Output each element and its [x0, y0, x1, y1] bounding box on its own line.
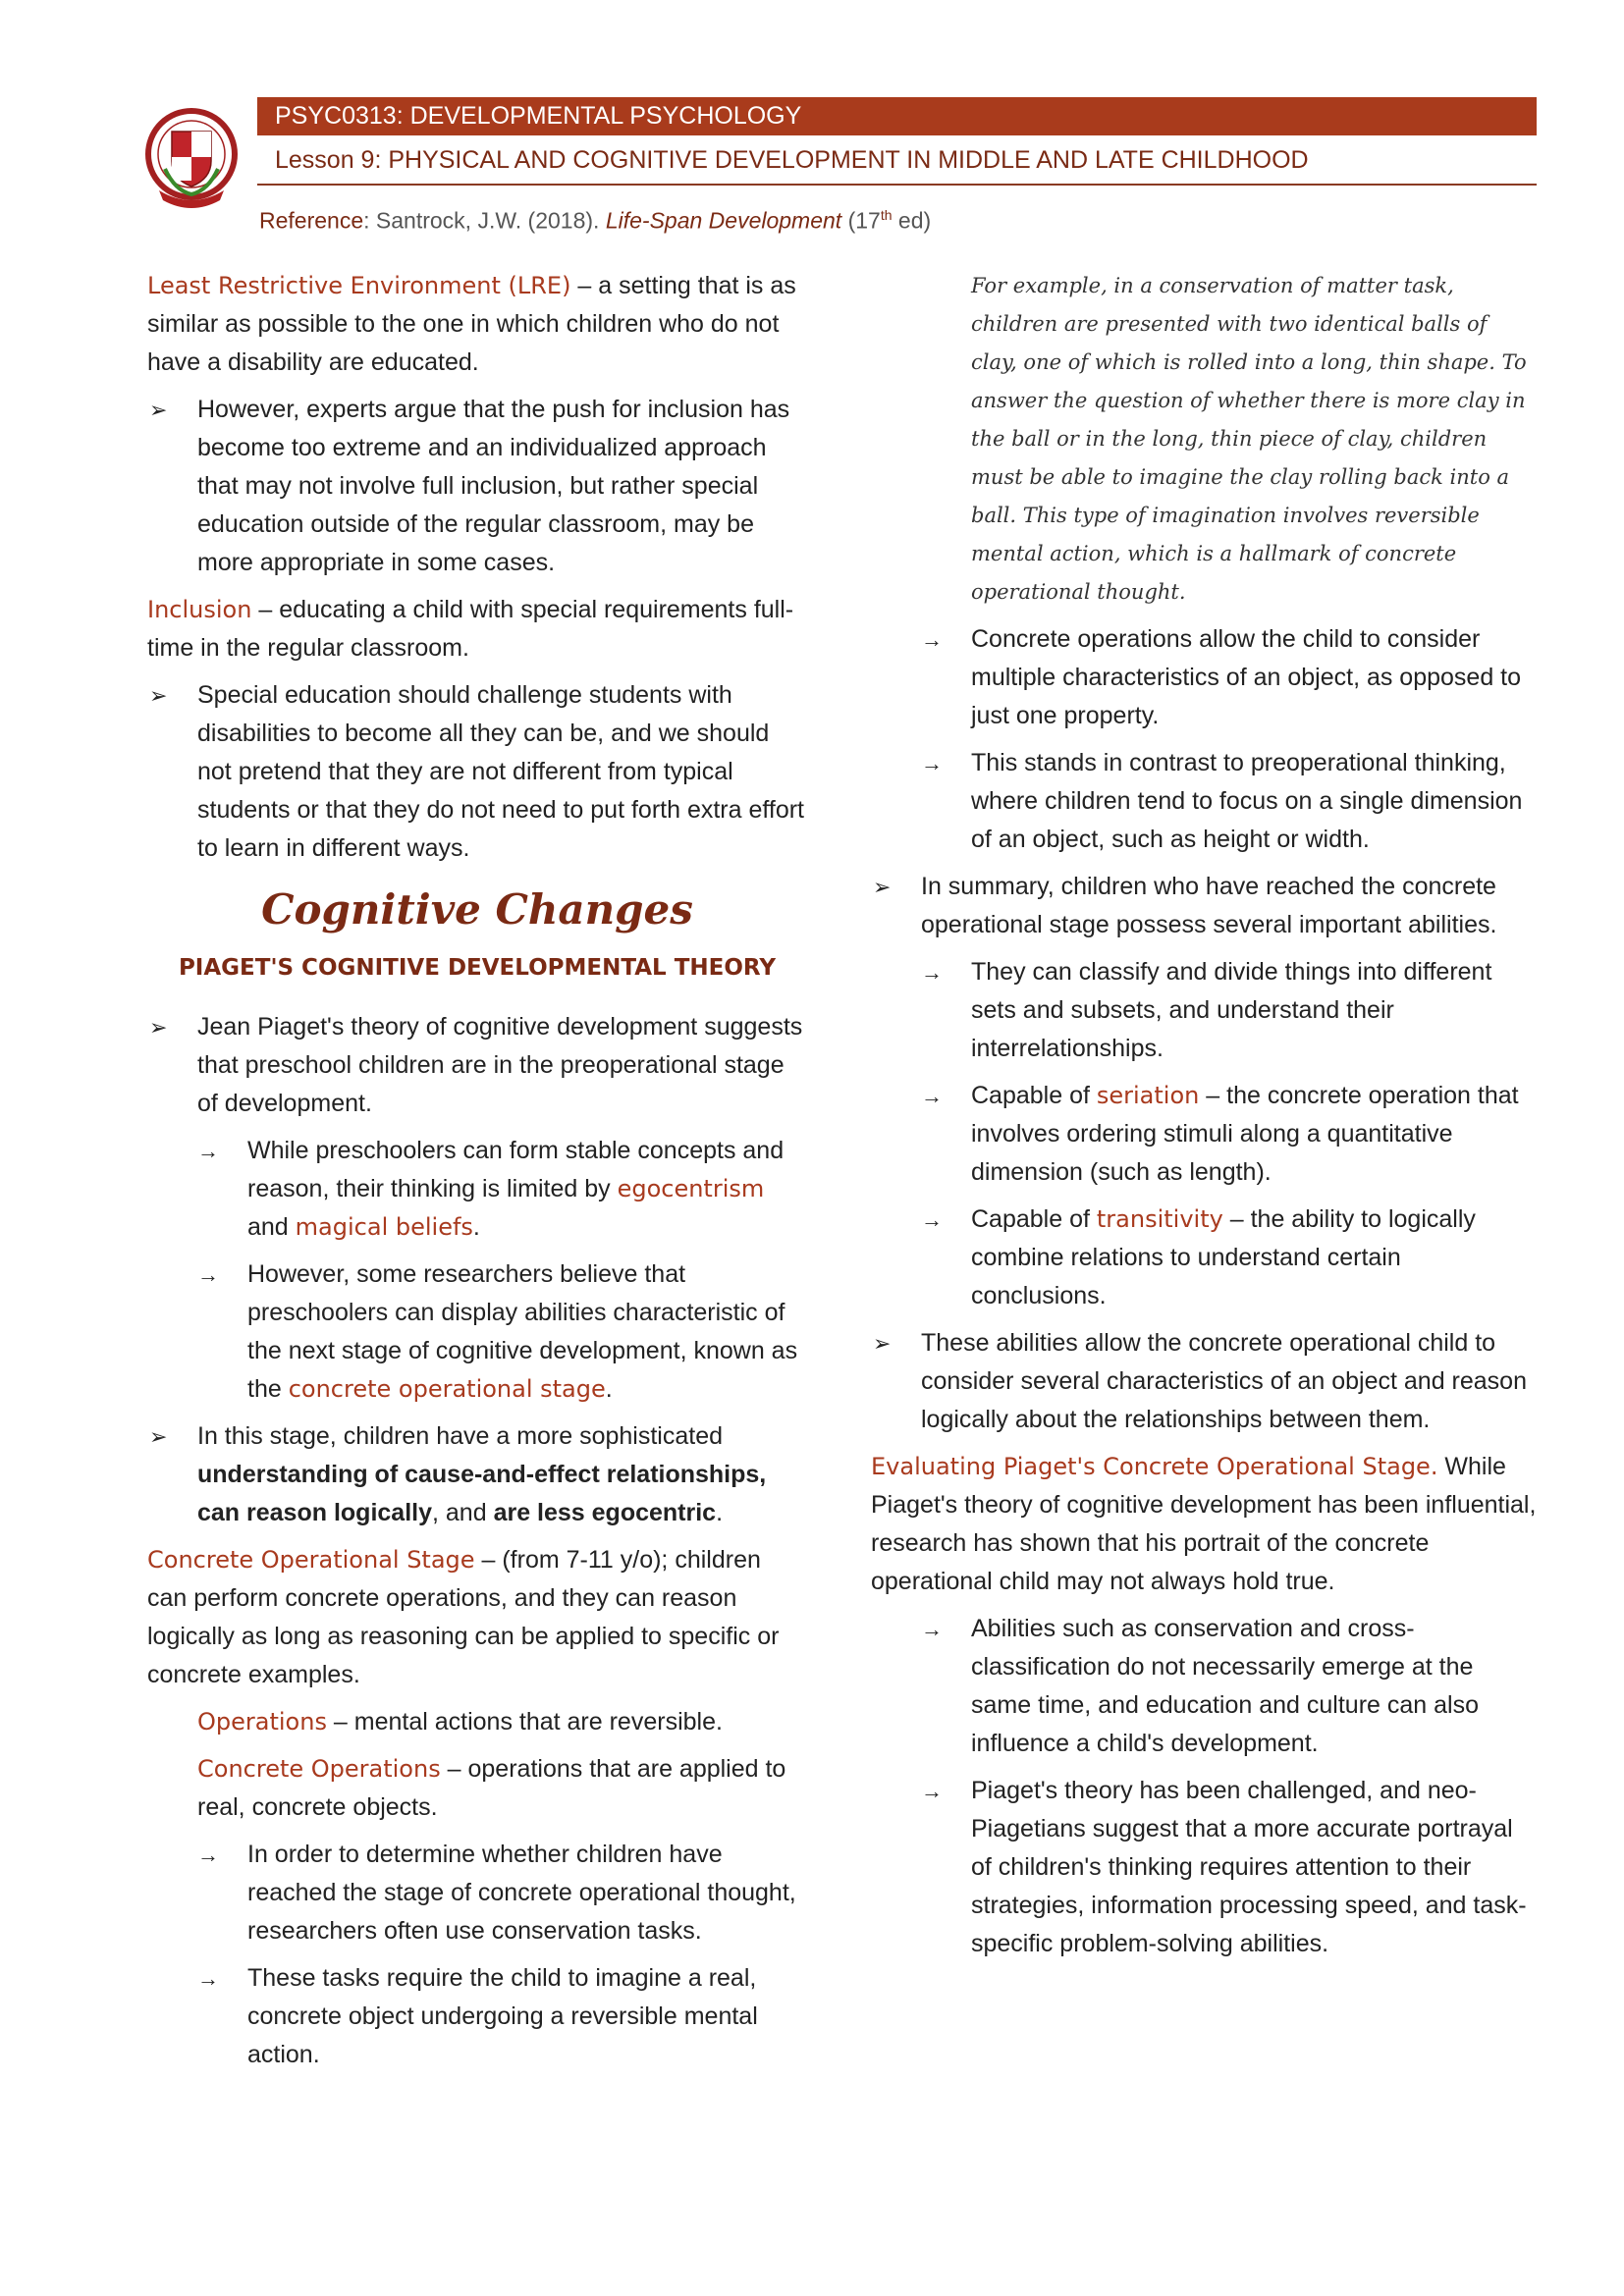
key-term: concrete operational stage — [288, 1375, 606, 1403]
body-text: , and — [432, 1499, 494, 1526]
arrow-paragraph — [871, 744, 1539, 859]
key-term: Concrete Operations — [197, 1755, 441, 1783]
key-term: Concrete Operational Stage — [147, 1546, 475, 1574]
key-term: Inclusion — [147, 596, 252, 623]
key-term: magical beliefs — [295, 1213, 473, 1241]
bullet-paragraph — [147, 1008, 807, 1123]
body-text: – operations that are applied to real, concrete objects. — [197, 1755, 786, 1821]
reference-book: Life-Span Development — [605, 207, 842, 234]
body-text: – (from 7-11 y/o); children can perform concrete operations, and they can reason logically as long as reasoning can be applied to specific or concrete examples. — [147, 1546, 780, 1688]
bullet-paragraph — [871, 1324, 1539, 1439]
arrow-paragraph — [147, 1132, 807, 1247]
p-paragraph — [147, 1750, 807, 1827]
course-title: PSYC0313: DEVELOPMENTAL PSYCHOLOGY — [275, 102, 802, 130]
p-paragraph — [147, 591, 807, 667]
arrowhead-bullet-icon: ➢ — [149, 1015, 168, 1040]
body-text: In order to determine whether children have reached the stage of concrete operational thought, researchers often use conservation tasks. — [247, 1841, 796, 1945]
key-term: transitivity — [1096, 1205, 1223, 1233]
reference-edition-sup: th — [880, 207, 893, 223]
bullet-paragraph — [871, 868, 1539, 944]
arrow-bullet-icon: → — [197, 1966, 219, 1991]
key-term: Least Restrictive Environment (LRE) — [147, 272, 571, 299]
body-text: . — [716, 1499, 724, 1526]
bullet-paragraph — [147, 391, 807, 582]
arrow-paragraph — [871, 1077, 1539, 1192]
body-text: – a setting that is as similar as possible to the one in which children who do not have a disability are educated. — [147, 272, 796, 376]
body-text: For example, in a conservation of matter task, children are presented with two identical balls of clay, one of which is rolled into a long, thin shape. To answer the question of whether there is more clay in the ball or in the long, thin piece of clay, children must be able to imagine the clay rolling back into a ball. This type of imagination involves reversible mental action, which is a hallmark of concrete operational thought. — [971, 274, 1527, 604]
reference-text: : Santrock, J.W. (2018). — [363, 207, 606, 234]
body-text: However, some researchers believe that preschoolers can display abilities characteristic of the next stage of cognitive development, known as the — [247, 1260, 798, 1403]
p-paragraph — [871, 1448, 1539, 1601]
arrow-bullet-icon: → — [921, 1207, 943, 1232]
body-text: and — [247, 1213, 296, 1241]
arrowhead-bullet-icon: ➢ — [149, 1424, 168, 1449]
arrowhead-bullet-icon: ➢ — [873, 1331, 892, 1356]
reference-edition-end: ed) — [892, 207, 932, 234]
body-text: In summary, children who have reached the concrete operational stage possess several important abilities. — [921, 873, 1497, 938]
body-text: These tasks require the child to imagine a real, concrete object undergoing a reversible mental action. — [247, 1964, 758, 2068]
bullet-paragraph — [147, 676, 807, 868]
arrow-paragraph — [871, 620, 1539, 735]
reference-label: Reference — [259, 207, 364, 234]
ital-paragraph — [871, 267, 1539, 612]
body-text: In this stage, children have a more sophisticated — [197, 1422, 724, 1450]
body-text: – the concrete operation that involves ordering stimuli along a quantitative dimension (such as length). — [971, 1082, 1519, 1186]
body-text: However, experts argue that the push for inclusion has become too extreme and an individualized approach that may not involve full inclusion, but rather special education outside of the regular classroom, may be more appropriate in some cases. — [197, 396, 790, 576]
arrowhead-bullet-icon: ➢ — [149, 398, 168, 422]
body-text: Piaget's theory has been challenged, and neo-Piagetians suggest that a more accurate portrayal of children's thinking requires attention to their strategies, information processing speed, and task-specific problem-solving abilities. — [971, 1777, 1527, 1957]
arrow-paragraph — [871, 1772, 1539, 1963]
arrow-bullet-icon: → — [921, 627, 943, 652]
body-text: . — [605, 1375, 613, 1403]
body-text: – educating a child with special requirements full-time in the regular classroom. — [147, 596, 794, 662]
bullet-paragraph — [147, 1417, 807, 1532]
body-text: While Piaget's theory of cognitive development has been influential, research has shown that his portrait of the concrete operational child may not always hold true. — [871, 1453, 1537, 1595]
emphasis-text: are less egocentric — [493, 1499, 717, 1526]
reference-edition: (17 — [841, 207, 881, 234]
body-text: Special education should challenge students with disabilities to become all they can be, and we should not pretend that they are not different from typical students or that they do not need to put forth extra effort to learn in different ways. — [197, 681, 804, 862]
course-title-bar — [257, 97, 1537, 135]
body-text: This stands in contrast to preoperational thinking, where children tend to focus on a single dimension of an object, such as height or width. — [971, 749, 1523, 853]
arrow-bullet-icon: → — [197, 1139, 219, 1163]
arrow-paragraph — [147, 1255, 807, 1409]
body-text: Abilities such as conservation and cross-classification do not necessarily emerge at the same time, and education and culture can also influence a child's development. — [971, 1615, 1479, 1757]
emphasis-text: understanding of cause-and-effect relationships, can reason logically — [197, 1461, 767, 1526]
lesson-title: Lesson 9: PHYSICAL AND COGNITIVE DEVELOPMENT IN MIDDLE AND LATE CHILDHOOD — [275, 146, 1309, 174]
arrowhead-bullet-icon: ➢ — [873, 875, 892, 899]
arrow-bullet-icon: → — [921, 960, 943, 985]
body-text: Cognitive Changes — [261, 885, 693, 934]
left-column — [147, 267, 807, 2083]
key-term: Evaluating Piaget's Concrete Operational Stage. — [871, 1453, 1438, 1480]
body-text: While preschoolers can form stable concepts and reason, their thinking is limited by — [247, 1137, 785, 1202]
body-text: PIAGET'S COGNITIVE DEVELOPMENTAL THEORY — [178, 955, 777, 981]
p-paragraph — [147, 267, 807, 382]
arrow-bullet-icon: → — [197, 1842, 219, 1867]
arrow-paragraph — [871, 953, 1539, 1068]
body-text: – mental actions that are reversible. — [326, 1708, 723, 1735]
arrow-bullet-icon: → — [921, 1779, 943, 1803]
p-paragraph — [147, 1703, 807, 1741]
body-text: Capable of — [971, 1205, 1097, 1233]
header-divider — [257, 184, 1537, 186]
body-text: They can classify and divide things into different sets and subsets, and understand their interrelationships. — [971, 958, 1492, 1062]
arrow-bullet-icon: → — [921, 751, 943, 775]
key-term: seriation — [1096, 1082, 1200, 1109]
arrow-paragraph — [147, 1959, 807, 2074]
university-seal-logo — [145, 100, 238, 220]
arrow-bullet-icon: → — [197, 1262, 219, 1287]
reference-line — [259, 198, 931, 238]
body-text: – the ability to logically combine relations to understand certain conclusions. — [971, 1205, 1476, 1309]
arrowhead-bullet-icon: ➢ — [149, 683, 168, 708]
body-text: These abilities allow the concrete operational child to consider several characteristics of an object and reason logically about the relationships between them. — [921, 1329, 1527, 1433]
key-term: Operations — [197, 1708, 327, 1735]
body-text: . — [472, 1213, 480, 1241]
arrow-bullet-icon: → — [921, 1617, 943, 1641]
section-subheading — [147, 955, 807, 981]
key-term: egocentrism — [617, 1175, 765, 1202]
arrow-paragraph — [871, 1610, 1539, 1763]
body-text: Jean Piaget's theory of cognitive development suggests that preschool children are in the preoperational stage of development. — [197, 1013, 803, 1117]
right-column — [871, 267, 1539, 1972]
section-heading — [147, 885, 807, 934]
arrow-paragraph — [147, 1836, 807, 1950]
arrow-paragraph — [871, 1201, 1539, 1315]
body-text: Concrete operations allow the child to consider multiple characteristics of an object, as opposed to just one property. — [971, 625, 1522, 729]
arrow-bullet-icon: → — [921, 1084, 943, 1108]
p-paragraph — [147, 1541, 807, 1694]
body-text: Capable of — [971, 1082, 1097, 1109]
